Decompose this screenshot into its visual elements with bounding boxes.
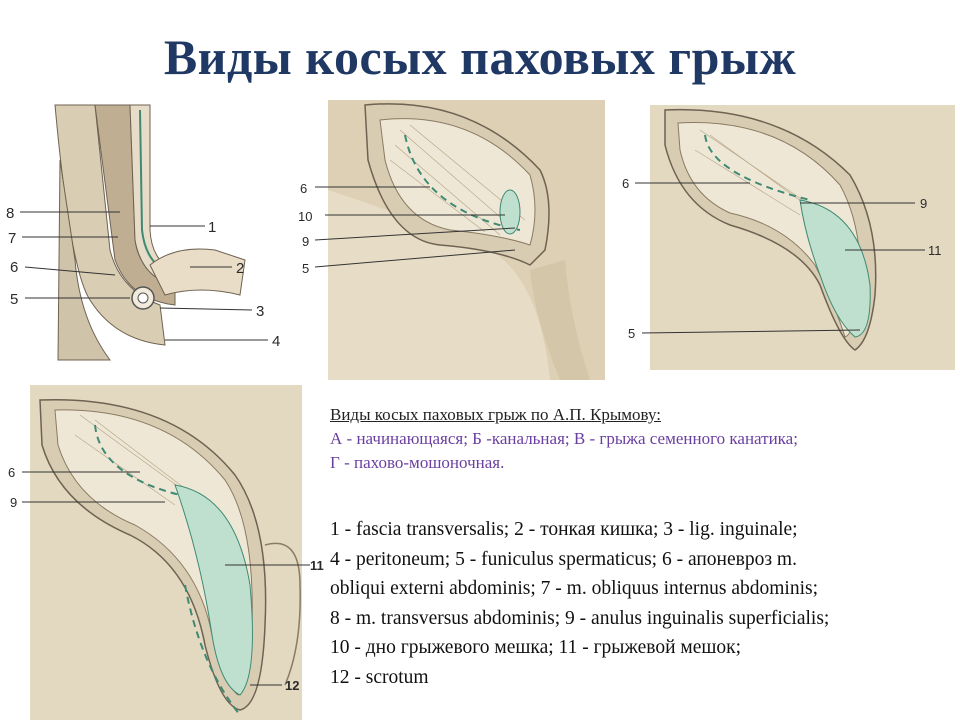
figure-a-label-3: 3	[256, 303, 265, 320]
figure-c-label-11: 11	[928, 243, 942, 258]
figure-c-cord-hernia	[620, 105, 955, 370]
page-title: Виды косых паховых грыж	[163, 29, 797, 85]
figure-d-scrotal-hernia	[0, 385, 330, 720]
figure-a-label-7: 7	[8, 230, 17, 247]
legend-line: obliqui externi abdominis; 7 - m. obliquus internus abdominis;	[330, 578, 819, 599]
legend-line: 8 - m. transversus abdominis; 9 - anulus inguinalis superficialis;	[330, 607, 830, 629]
figure-c-label-6: 6	[622, 176, 630, 191]
figure-b-label-5: 5	[302, 261, 310, 276]
legend-line: 12 - scrotum	[330, 666, 429, 688]
figure-d-label-6: 6	[8, 465, 16, 480]
figure-b-label-10: 10	[298, 209, 313, 224]
legend-line: 10 - дно грыжевого мешка; 11 - грыжевой мешок;	[330, 637, 742, 658]
figure-c-label-9: 9	[920, 196, 928, 211]
figure-b-label-6: 6	[300, 181, 308, 196]
figure-a-label-6: 6	[10, 259, 19, 276]
figure-a-sagittal-section	[0, 100, 300, 370]
legend-line: 1 - fascia transversalis; 2 - тонкая кишка; 3 - lig. inguinale;	[330, 519, 798, 540]
figure-d-label-12: 12	[285, 678, 300, 693]
figure-d-label-11: 11	[310, 558, 324, 573]
figure-a-label-8: 8	[6, 205, 15, 222]
caption-types-line-2: Г - пахово-мошоночная.	[330, 453, 505, 472]
legend-line: 4 - peritoneum; 5 - funiculus spermaticus; 6 - апоневроз m.	[330, 548, 797, 570]
figure-caption	[330, 403, 955, 475]
figure-d-label-9: 9	[10, 495, 18, 510]
figure-a-label-4: 4	[272, 333, 281, 350]
caption-title: Виды косых паховых грыж по А.П. Крымову:	[330, 405, 661, 424]
figure-a-label-5: 5	[10, 291, 19, 308]
figure-b-label-9: 9	[302, 234, 310, 249]
figure-c-label-5: 5	[628, 326, 636, 341]
caption-types-line-1: А - начинающаяся; Б -канальная; В - грыжа семенного канатика;	[330, 429, 798, 448]
figure-b-canal-hernia	[290, 100, 605, 380]
figure-a-label-2: 2	[236, 260, 245, 277]
figure-a-label-1: 1	[208, 219, 217, 236]
anatomy-legend	[330, 515, 955, 692]
